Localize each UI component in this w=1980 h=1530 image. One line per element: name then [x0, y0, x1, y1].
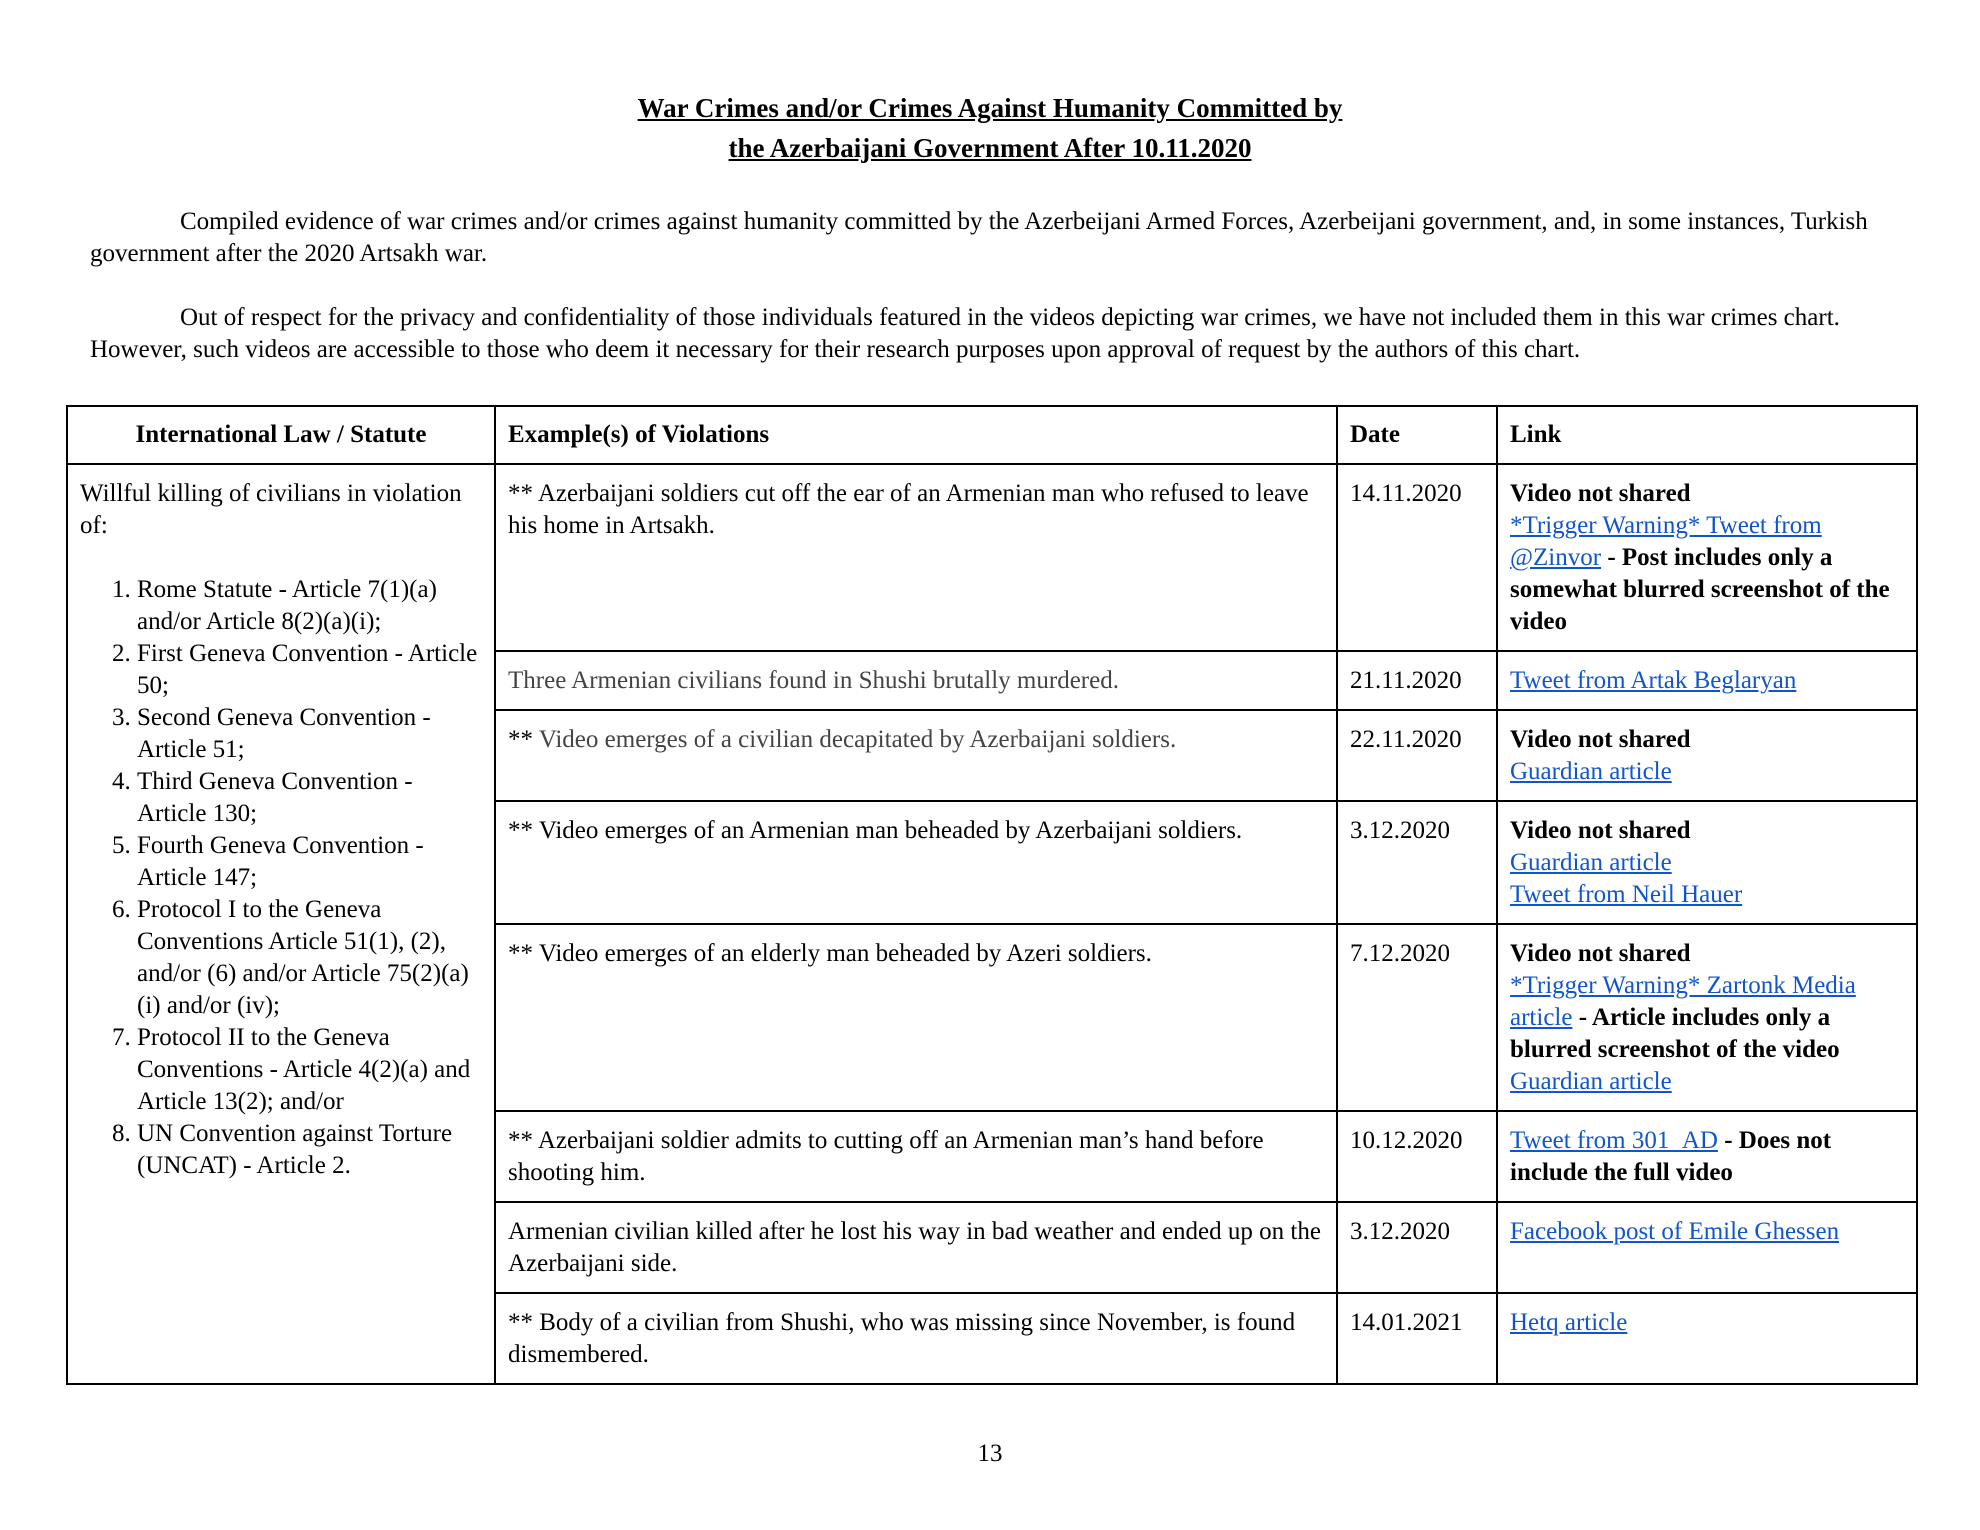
guardian-article-link[interactable]: Guardian article [1510, 849, 1672, 876]
link-cell [1497, 1293, 1917, 1384]
link-note: - Does not include the full video [1510, 1127, 1832, 1186]
document-title [0, 88, 1980, 168]
example-text: Video emerges of an elderly man beheaded by Azeri soldiers. [538, 940, 1152, 967]
link-note: - Post includes only a somewhat blurred screenshot of the video [1510, 544, 1890, 635]
video-not-shared: Video not shared [1510, 726, 1691, 753]
date-cell: 7.12.2020 [1337, 924, 1497, 1111]
link-cell [1497, 801, 1917, 924]
title-line-1: War Crimes and/or Crimes Against Humanity Committed by [637, 93, 1343, 123]
date-cell: 14.01.2021 [1337, 1293, 1497, 1384]
example-text: Azerbaijani soldier admits to cutting off an Armenian man’s hand before shooting him. [508, 1127, 1264, 1186]
video-not-shared: Video not shared [1510, 940, 1691, 967]
example-cell [495, 1202, 1337, 1293]
example-cell: ** Body of a civilian from Shushi, who was missing since November, is found dismembered. [495, 1293, 1337, 1384]
example-cell: ** Video emerges of an elderly man beheaded by Azeri soldiers. [495, 924, 1337, 1111]
date-cell: 14.11.2020 [1337, 464, 1497, 651]
link-cell [1497, 464, 1917, 651]
date-cell: 3.12.2020 [1337, 1202, 1497, 1293]
intro-paragraph-1: Compiled evidence of war crimes and/or crimes against humanity committed by the Azerbeijani Armed Forces, Azerbeijani government, and, in some instances, Turkish government after the 2020 Artsakh war. [90, 208, 1868, 267]
date-cell: 21.11.2020 [1337, 651, 1497, 710]
header-link: Link [1497, 406, 1917, 464]
link-cell [1497, 710, 1917, 801]
link-note: - Article includes only a blurred screenshot of the video [1510, 1004, 1840, 1063]
law-item: 3. Second Geneva Convention - Article 51; [137, 702, 482, 766]
tweet-zinvor-link[interactable]: *Trigger Warning* Tweet from @Zinvor [1510, 512, 1822, 571]
law-item: 6. Protocol I to the Geneva Conventions Article 51(1), (2), and/or (6) and/or Article 75(2)(a)(i) and/or (iv); [137, 894, 482, 1022]
example-text: Video emerges of an Armenian man beheaded by Azerbaijani soldiers. [538, 817, 1243, 844]
example-text: Azerbaijani soldiers cut off the ear of an Armenian man who refused to leave his home in Artsakh. [508, 480, 1309, 539]
zartonk-media-article-link[interactable]: *Trigger Warning* Zartonk Media article [1510, 972, 1856, 1031]
link-cell [1497, 924, 1917, 1111]
video-not-shared: Video not shared [1510, 817, 1691, 844]
header-date: Date [1337, 406, 1497, 464]
tweet-artak-beglaryan-link[interactable]: Tweet from Artak Beglaryan [1510, 667, 1797, 694]
example-text: Armenian civilian killed after he lost his way in bad weather and ended up on the Azerbaijani side. [508, 1218, 1321, 1277]
hetq-article-link[interactable]: Hetq article [1510, 1309, 1628, 1336]
video-not-shared: Video not shared [1510, 480, 1691, 507]
law-cell [67, 464, 495, 1384]
law-item: 4. Third Geneva Convention - Article 130; [137, 766, 482, 830]
tweet-301-ad-link[interactable]: Tweet from 301_AD [1510, 1127, 1718, 1154]
title-line-2: the Azerbaijani Government After 10.11.2020 [728, 133, 1252, 163]
law-item: 1. Rome Statute - Article 7(1)(a) and/or Article 8(2)(a)(i); [137, 574, 482, 638]
law-item: 5. Fourth Geneva Convention - Article 147; [137, 830, 482, 894]
table-row [67, 464, 1917, 651]
guardian-article-link[interactable]: Guardian article [1510, 1068, 1672, 1095]
example-cell: ** Azerbaijani soldier admits to cutting off an Armenian man’s hand before shooting him. [495, 1111, 1337, 1202]
date-cell: 3.12.2020 [1337, 801, 1497, 924]
example-cell [495, 651, 1337, 710]
date-cell: 22.11.2020 [1337, 710, 1497, 801]
law-item: 8. UN Convention against Torture (UNCAT) - Article 2. [137, 1118, 482, 1182]
link-cell [1497, 651, 1917, 710]
table-header-row [67, 406, 1917, 464]
law-item: 7. Protocol II to the Geneva Conventions - Article 4(2)(a) and Article 13(2); and/or [137, 1022, 482, 1118]
example-cell: ** Video emerges of an Armenian man beheaded by Azerbaijani soldiers. [495, 801, 1337, 924]
law-item: 2. First Geneva Convention - Article 50; [137, 638, 482, 702]
law-list [80, 574, 482, 1182]
example-cell: ** Video emerges of a civilian decapitated by Azerbaijani soldiers. [495, 710, 1337, 801]
law-intro: Willful killing of civilians in violation of: [80, 480, 462, 539]
date-cell: 10.12.2020 [1337, 1111, 1497, 1202]
facebook-post-emile-ghessen-link[interactable]: Facebook post of Emile Ghessen [1510, 1218, 1840, 1245]
tweet-neil-hauer-link[interactable]: Tweet from Neil Hauer [1510, 881, 1743, 908]
header-law: International Law / Statute [67, 406, 495, 464]
example-text: Body of a civilian from Shushi, who was missing since November, is found dismembered. [508, 1309, 1296, 1368]
header-examples: Example(s) of Violations [495, 406, 1337, 464]
example-text: Three Armenian civilians found in Shushi brutally murdered. [508, 667, 1119, 694]
page-number: 13 [977, 1440, 1003, 1467]
link-cell [1497, 1111, 1917, 1202]
war-crimes-table [66, 405, 1918, 1385]
guardian-article-link[interactable]: Guardian article [1510, 758, 1672, 785]
intro-paragraph-2: Out of respect for the privacy and confidentiality of those individuals featured in the videos depicting war crimes, we have not included them in this war crimes chart. However, such videos are accessible to those who deem it necessary for their research purposes upon approval of request by the authors of this chart. [90, 304, 1840, 363]
example-text: Video emerges of a civilian decapitated by Azerbaijani soldiers. [538, 726, 1177, 753]
link-cell [1497, 1202, 1917, 1293]
example-cell: ** Azerbaijani soldiers cut off the ear of an Armenian man who refused to leave his home in Artsakh. [495, 464, 1337, 651]
